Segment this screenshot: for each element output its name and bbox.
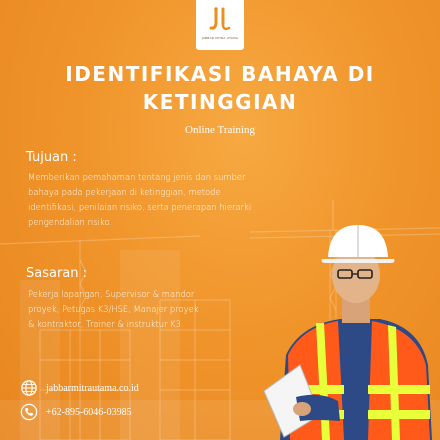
- website-text: jabbarmitrautama.co.id: [46, 382, 139, 394]
- page-title: [0, 60, 440, 116]
- sasaran-body: [28, 287, 258, 332]
- phone-contact[interactable]: [20, 403, 132, 421]
- tujuan-heading: Tujuan :: [26, 150, 77, 165]
- sasaran-heading: Sasaran :: [26, 266, 88, 281]
- tujuan-line: bahaya pada pekerjaan di ketinggian, metode: [28, 187, 221, 197]
- phone-icon: [20, 403, 38, 421]
- title-line-1: IDENTIFIKASI BAHAYA DI: [65, 62, 375, 86]
- worker-illustration: [260, 215, 440, 440]
- subtitle: Online Training: [185, 124, 255, 136]
- phone-text: +62-895-6046-03985: [46, 406, 132, 418]
- sasaran-line: proyek, Petugas K3/HSE, Manajer proyek: [28, 304, 199, 314]
- sasaran-line: Pekerja lapangan, Supervisor & mandor: [28, 289, 195, 299]
- globe-icon: [20, 379, 38, 397]
- logo-mark-icon: [207, 6, 233, 34]
- tujuan-line: identifikasi, penilaian risiko, serta penerapan hierarki: [28, 202, 252, 212]
- tujuan-line: pengendalian risiko.: [28, 217, 113, 227]
- brand-tagline: JABBAR MITRA UTAMA: [201, 36, 239, 40]
- brand-logo: [196, 0, 244, 50]
- website-contact[interactable]: [20, 379, 139, 397]
- title-line-2: KETINGGIAN: [142, 90, 298, 114]
- sasaran-line: & kontraktor, Trainer & instruktur K3: [28, 319, 182, 329]
- tujuan-line: Memberikan pemahaman tentang jenis dan sumber: [28, 172, 246, 182]
